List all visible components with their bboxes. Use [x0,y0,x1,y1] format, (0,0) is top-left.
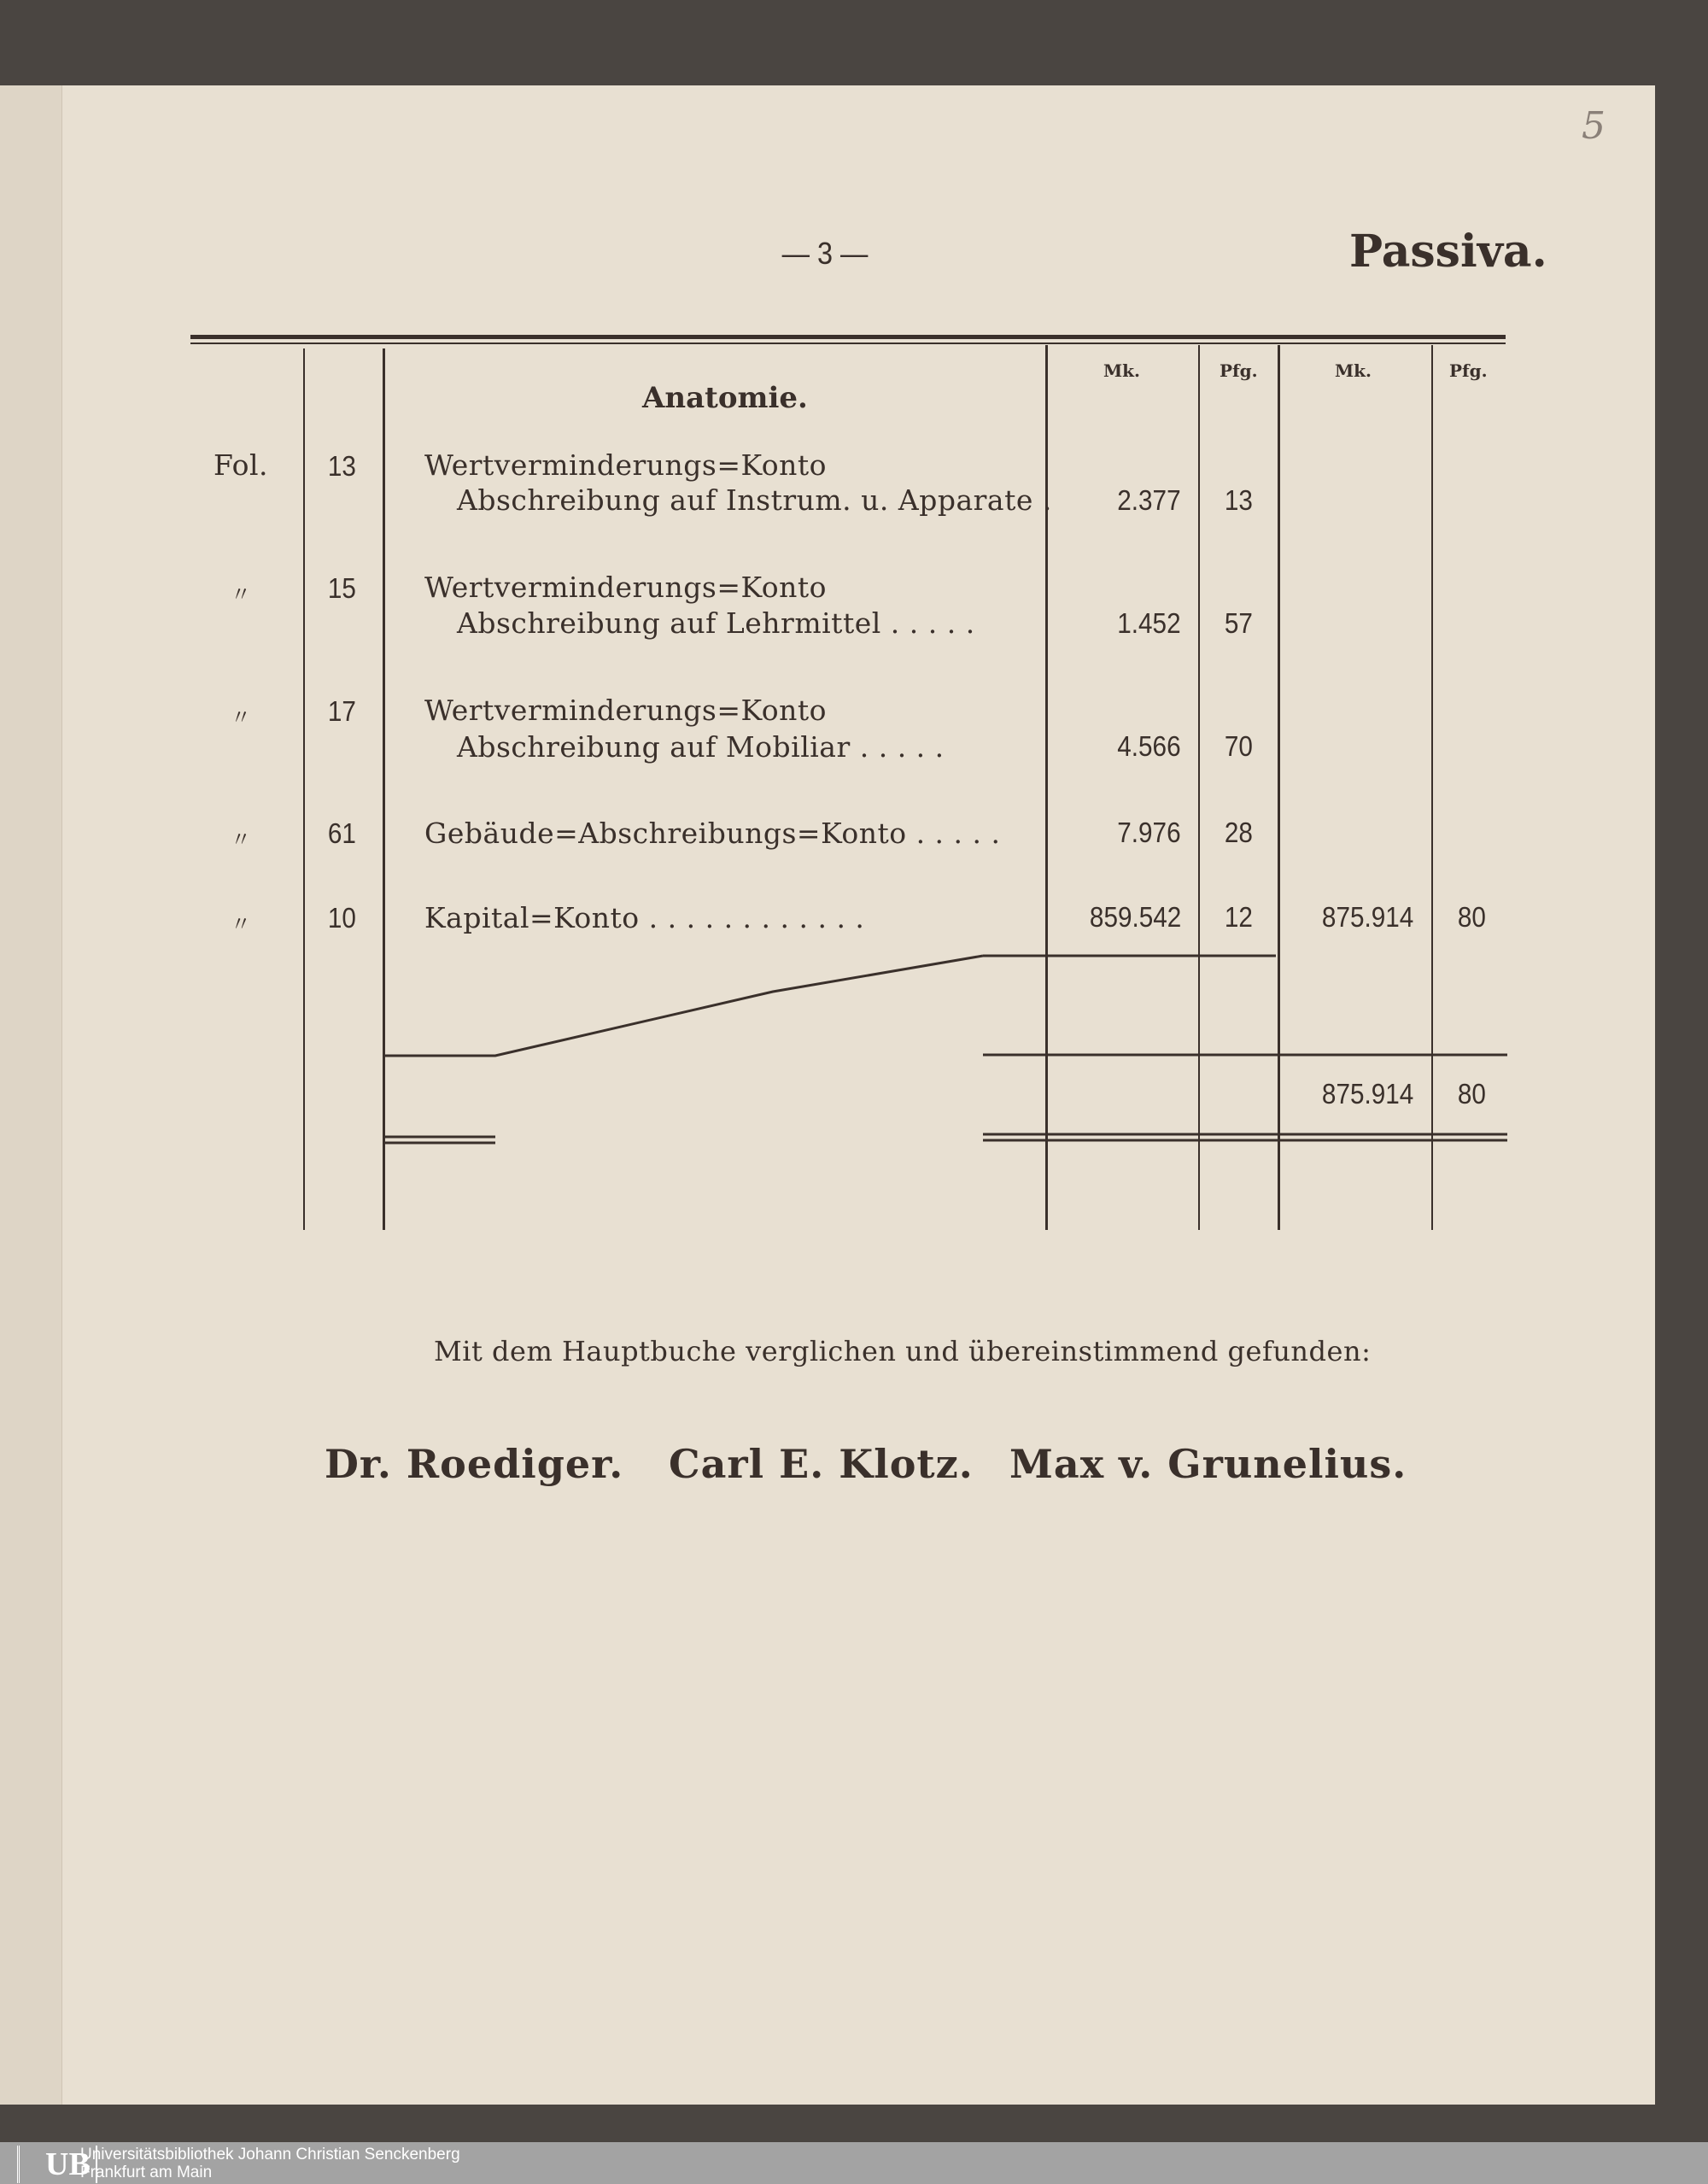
library-footer [0,2142,1708,2184]
account-detail: Abschreibung auf Instrum. u. Apparate . [457,483,1052,517]
section-title: Passiva. [1349,225,1547,278]
subtotal-mk: 875.914 [1321,901,1413,933]
signature-grunelius: Max v. Grunelius. [1009,1441,1407,1487]
library-city: Frankfurt am Main [80,2164,213,2181]
table-title: Anatomie. [642,381,808,415]
subtotal-pfg: 80 [1457,901,1486,933]
account-name: Gebäude=Abschreibungs=Konto . . . . . [424,817,1001,850]
amount-mk: 2.377 [1117,484,1181,516]
diagonal-close-line [384,956,983,1056]
account-name: Kapital=Konto . . . . . . . . . . . . [424,901,865,934]
amount-pfg: 70 [1224,730,1253,762]
ditto-mark: 〃 [231,828,252,852]
total-mk: 875.914 [1321,1078,1413,1110]
fol-number: 10 [327,902,356,934]
library-logo: UB [17,2146,97,2183]
signature-roediger: Dr. Roediger. [325,1441,624,1487]
fol-number: 17 [327,695,356,727]
amount-pfg: 28 [1224,817,1253,848]
page-number: — 3 — [781,236,869,271]
library-name: Universitätsbibliothek Johann Christian Senckenberg [80,2146,460,2164]
ditto-mark: 〃 [231,912,252,936]
account-name: Wertverminderungs=Konto [424,571,828,604]
ditto-mark: 〃 [231,583,252,606]
account-detail: Abschreibung auf Mobiliar . . . . . [457,730,945,764]
account-name: Wertverminderungs=Konto [424,694,828,727]
amount-mk: 4.566 [1117,730,1181,762]
header-pfg-total: Pfg. [1449,360,1488,381]
amount-mk: 1.452 [1117,607,1181,639]
amount-mk: 7.976 [1117,817,1181,848]
header-pfg: Pfg. [1220,360,1258,381]
amount-mk: 859.542 [1089,901,1181,933]
amount-pfg: 12 [1224,901,1253,933]
account-name: Wertverminderungs=Konto [424,448,828,482]
signature-klotz: Carl E. Klotz. [669,1441,974,1487]
ditto-mark: 〃 [231,706,252,729]
header-mk-total: Mk. [1335,360,1372,381]
fol-number: 15 [327,572,356,604]
total-pfg: 80 [1457,1078,1486,1110]
account-detail: Abschreibung auf Lehrmittel . . . . . [457,606,975,640]
amount-pfg: 13 [1224,484,1253,516]
verification-statement: Mit dem Hauptbuche verglichen und übereinstimmend gefunden: [434,1335,1372,1367]
pencil-page-mark: 5 [1582,104,1606,148]
fol-number: 61 [327,817,356,849]
amount-pfg: 57 [1224,607,1253,639]
fol-label: Fol. [214,448,269,482]
fol-number: 13 [327,450,356,482]
header-mk: Mk. [1103,360,1140,381]
